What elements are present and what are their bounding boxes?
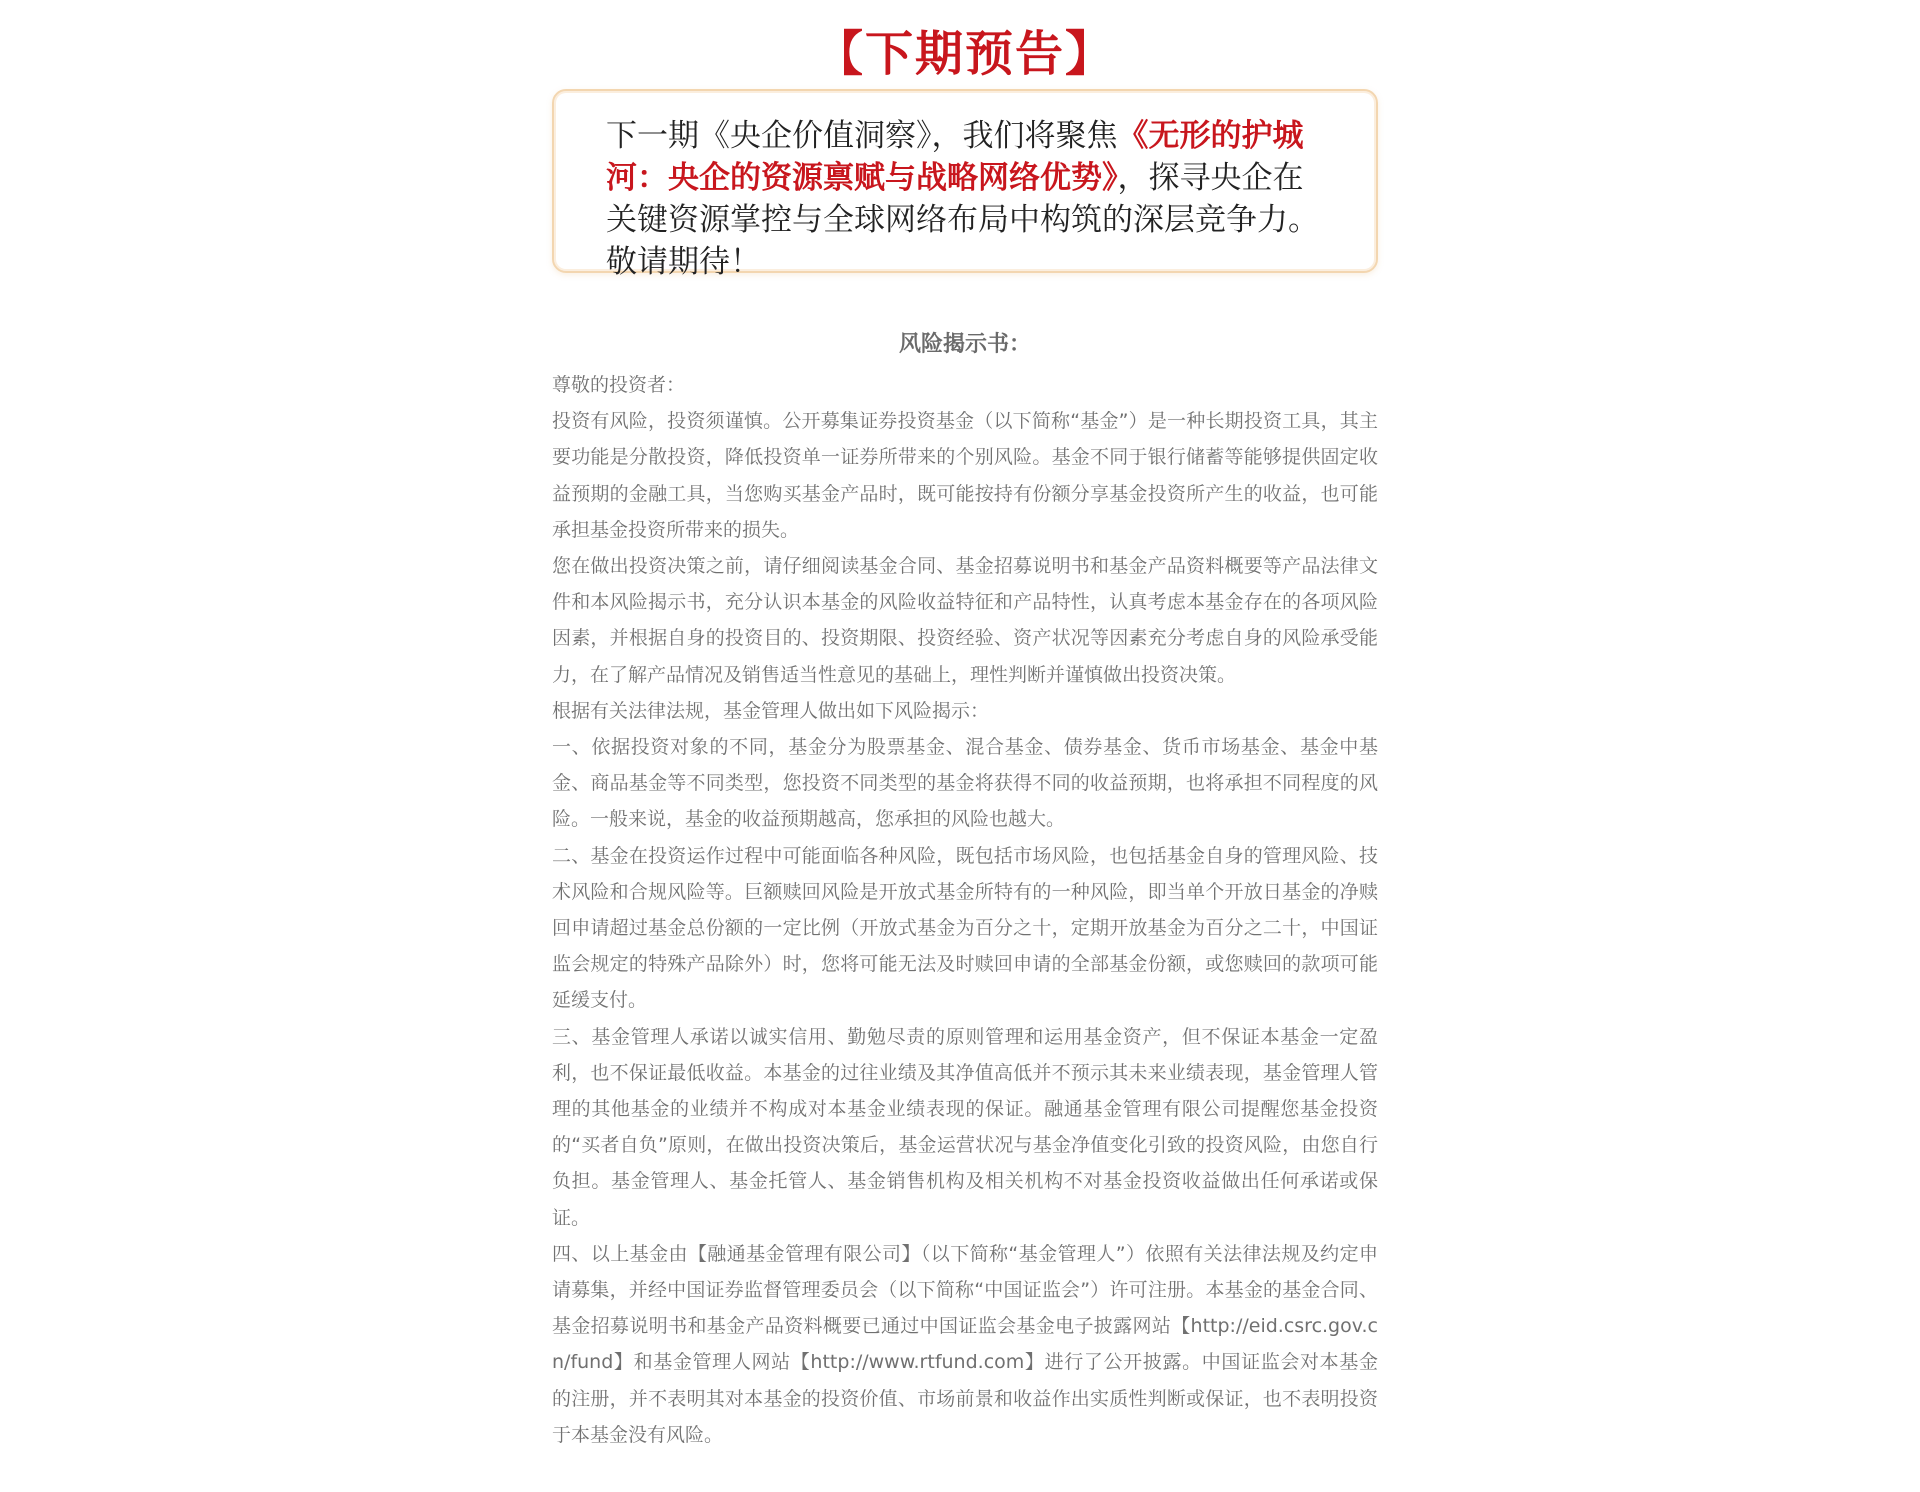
risk-paragraph-intro: 投资有风险，投资须谨慎。公开募集证券投资基金（以下简称“基金”）是一种长期投资工具，其主要功能是分散投资，降低投资单一证券所带来的个别风险。基金不同于银行储蓄等能够提供固定收益预期的金融工具，当您购买基金产品时，既可能按持有份额分享基金投资所产生的收益，也可能承担基金投资所带来的损失。: [552, 410, 1378, 541]
risk-item-3: 三、基金管理人承诺以诚实信用、勤勉尽责的原则管理和运用基金资产，但不保证本基金一定盈利，也不保证最低收益。本基金的过往业绩及其净值高低并不预示其未来业绩表现，基金管理人管理的其他基金的业绩并不构成对本基金业绩表现的保证。融通基金管理有限公司提醒您基金投资的“买者自负”原则，在做出投资决策后，基金运营状况与基金净值变化引致的投资风险，由您自行负担。基金管理人、基金托管人、基金销售机构及相关机构不对基金投资收益做出任何承诺或保证。: [552, 1025, 1378, 1229]
next-issue-intro-text: 下一期《央企价值洞察》，我们将聚焦: [606, 118, 1118, 154]
risk-item-4: 四、以上基金由【融通基金管理有限公司】（以下简称“基金管理人”）依照有关法律法规及约定申请募集，并经中国证券监督管理委员会（以下简称“中国证监会”）许可注册。本基金的基金合同、基金招募说明书和基金产品资料概要已通过中国证监会基金电子披露网站【http://eid.csrc.gov.cn/fund】和基金管理人网站【http://www.rtfund.com】进行了公开披露。中国证监会对本基金的注册，并不表明其对本基金的投资价值、市场前景和收益作出实质性判断或保证，也不表明投资于本基金没有风险。: [552, 1242, 1378, 1446]
risk-salutation: 尊敬的投资者：: [552, 374, 686, 396]
next-issue-highlight-title: 《无形的护城河：央企的资源禀赋与战略网络优势》: [606, 118, 1304, 196]
next-issue-box: [552, 89, 1378, 280]
next-issue-title: 【下期预告】: [814, 26, 1115, 82]
risk-item-2: 二、基金在投资运作过程中可能面临各种风险，既包括市场风险，也包括基金自身的管理风险、技术风险和合规风险等。巨额赎回风险是开放式基金所特有的一种风险，即当单个开放日基金的净赎回申请超过基金总份额的一定比例（开放式基金为百分之十，定期开放基金为百分之二十，中国证监会规定的特殊产品除外）时，您将可能无法及时赎回申请的全部基金份额，或您赎回的款项可能延缓支付。: [552, 844, 1378, 1012]
next-issue-outro-text: ，探寻央企在关键资源掌控与全球网络布局中构筑的深层竞争力。敬请期待！: [606, 160, 1319, 280]
risk-item-1: 一、依据投资对象的不同，基金分为股票基金、混合基金、债券基金、货币市场基金、基金中基金、商品基金等不同类型，您投资不同类型的基金将获得不同的收益预期，也将承担不同程度的风险。一般来说，基金的收益预期越高，您承担的风险也越大。: [552, 736, 1378, 831]
risk-disclosure-body: [552, 367, 1378, 1453]
risk-paragraph-lead: 根据有关法律法规，基金管理人做出如下风险揭示：: [552, 699, 990, 722]
risk-disclosure-title: 风险揭示书：: [898, 332, 1031, 357]
article-page: [552, 0, 1378, 1453]
risk-paragraph-decision: 您在做出投资决策之前，请仔细阅读基金合同、基金招募说明书和基金产品资料概要等产品法律文件和本风险揭示书，充分认识本基金的风险收益特征和产品特性，认真考虑本基金存在的各项风险因素，并根据自身的投资目的、投资期限、投资经验、资产状况等因素充分考虑自身的风险承受能力，在了解产品情况及销售适当性意见的基础上，理性判断并谨慎做出投资决策。: [552, 555, 1378, 686]
